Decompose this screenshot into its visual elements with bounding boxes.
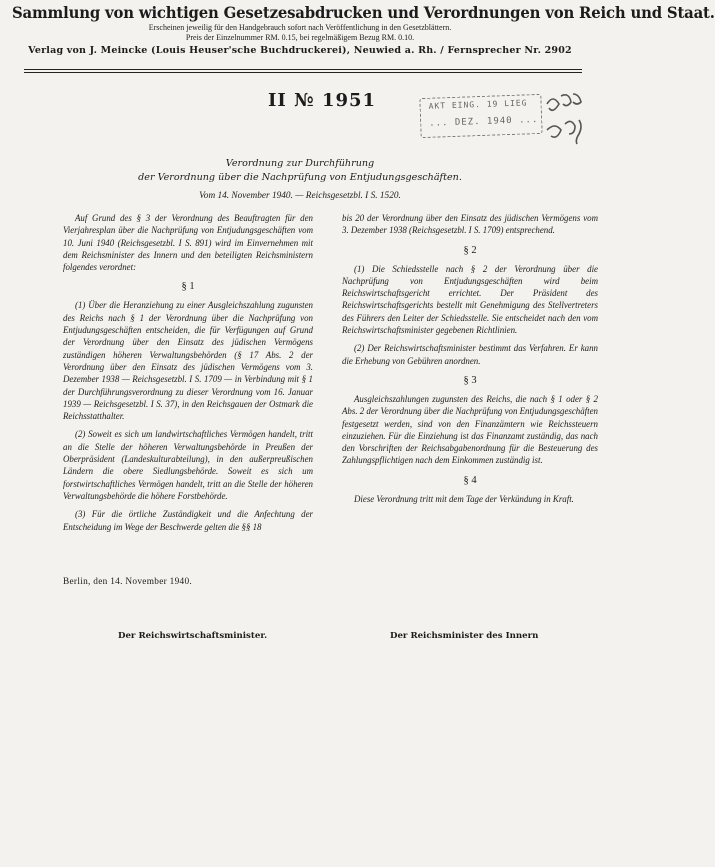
publication-title: Sammlung von wichtigen Gesetzesabdrucken und Verordnungen von Reich und Staat. bbox=[12, 3, 715, 22]
publisher-line: Verlag von J. Meincke (Louis Heuser'sche Buchdruckerei), Neuwied a. Rh. / Fernsprecher Nr. 2902 bbox=[28, 45, 572, 56]
signatory-economics-minister: Der Reichswirtschaftsminister. bbox=[118, 631, 268, 641]
stamp-line-2: ... DEZ. 1940 ... bbox=[429, 115, 539, 129]
received-stamp bbox=[419, 94, 542, 138]
stamp-line-1: AKT EING. 19 LIEG bbox=[428, 98, 528, 111]
decree-subtitle: der Verordnung über die Nachprüfung von Entjudungsgeschäften. bbox=[138, 172, 462, 183]
section-2-paragraph-2: (2) Der Reichswirtschaftsminister bestimmt das Verfahren. Er kann die Erhebung von Gebühren anordnen. bbox=[342, 343, 598, 366]
right-column bbox=[342, 212, 598, 511]
section-1-continuation: bis 20 der Verordnung über den Einsatz des jüdischen Vermögens vom 3. Dezember 1938 (Reichsgesetzbl. I S. 1709) entsprechend. bbox=[342, 213, 598, 236]
header-rule-thin bbox=[24, 72, 582, 73]
handwritten-note-icon bbox=[543, 90, 595, 150]
section-1-paragraph-3: (3) Für die örtliche Zuständigkeit und die Anfechtung der Entscheidung im Wege der Beschwerde gelten die §§ 18 bbox=[63, 509, 313, 532]
preamble: Auf Grund des § 3 der Verordnung des Beauftragten für den Vierjahresplan über die Nachprüfung von Entjudungsgeschäften vom 10. Juni 1940 (Reichsgesetzbl. I S. 891) wird im Einvernehmen mit dem Reichsminister des Innern und den beteiligten Reichsministern folgendes verordnet: bbox=[63, 213, 313, 273]
publication-subtitle: Erscheinen jeweilig für den Handgebrauch sofort nach Veröffentlichung in den Gesetzblättern. bbox=[148, 23, 452, 32]
issue-number: II № 1951 bbox=[268, 90, 377, 111]
price-line: Preis der Einzelnummer RM. 0.15, bei regelmäßigem Bezug RM. 0.10. bbox=[185, 33, 415, 42]
section-4-paragraph: Diese Verordnung tritt mit dem Tage der Verkündung in Kraft. bbox=[354, 493, 574, 504]
section-heading-3: § 3 bbox=[463, 374, 477, 386]
section-2-paragraph-1: (1) Die Schiedsstelle nach § 2 der Verordnung über die Nachprüfung von Entjudungsgeschäften wird beim Reichswirtschaftsgericht errichtet. Der Präsident des Reichswirtschaftsgerichts bestellt mit Genehmigung des Stellvertreters des Führers den Leiter der Schiedsstelle. Sie entscheidet nach den vom Reichswirtschaftsminister gegebenen Richtlinien. bbox=[342, 263, 598, 336]
section-3-paragraph: Ausgleichszahlungen zugunsten des Reichs, die nach § 1 oder § 2 Abs. 2 der Verordnung über die Nachprüfung von Entjudungsgeschäften festgesetzt werden, sind von den Finanzämtern wie Reichssteuern einzuziehen. Für die Einziehung ist das Finanzamt zuständig, das nach den Vorschriften der Reichsabgabenordnung für die Besteuerung des Zahlungspflichtigen nach dem Einkommen zuständig ist. bbox=[342, 393, 598, 466]
section-1-paragraph-2: (2) Soweit es sich um landwirtschaftliches Vermögen handelt, tritt an die Stelle der höheren Verwaltungsbehörde in Preußen der Oberpräsident (Landeskulturabteilung), in den außerpreußischen Ländern die obere Siedlungsbehörde. Soweit es sich um forstwirtschaftliches Vermögen handelt, tritt an die Stelle der höheren Verwaltungsbehörde die höhere Forstbehörde. bbox=[63, 429, 313, 501]
signatory-interior-minister: Der Reichsminister des Innern bbox=[390, 631, 539, 641]
section-heading-1: § 1 bbox=[181, 281, 195, 293]
section-1-paragraph-1: (1) Über die Heranziehung zu einer Ausgleichszahlung zugunsten des Reichs nach § 1 der Verordnung über die Nachprüfung von Entjudungsgeschäften entscheiden, die für Verfügungen auf Grund der Verordnung über den Einsatz des jüdischen Vermögens zuständigen höheren Verwaltungsbehörden (§ 17 Abs. 2 der Verordnung über den Einsatz des jüdischen Vermögens vom 3. Dezember 1938 — Reichsgesetzbl. I S. 1709 — in Verbindung mit § 1 der Durchführungsverordnung zu dieser Verordnung vom 16. Januar 1939 — Reichsgesetzbl. I S. 37), in den Reichsgauen der Ostmark die Reichsstatthalter. bbox=[63, 300, 313, 422]
header-rule bbox=[24, 69, 582, 70]
left-column bbox=[63, 212, 313, 539]
section-heading-4: § 4 bbox=[463, 474, 477, 486]
masthead bbox=[0, 3, 715, 57]
decree-title: Verordnung zur Durchführung bbox=[225, 158, 375, 169]
decree-dateline: Vom 14. November 1940. — Reichsgesetzbl. I S. 1520. bbox=[199, 191, 401, 201]
place-and-date: Berlin, den 14. November 1940. bbox=[63, 577, 193, 587]
section-heading-2: § 2 bbox=[463, 244, 477, 256]
